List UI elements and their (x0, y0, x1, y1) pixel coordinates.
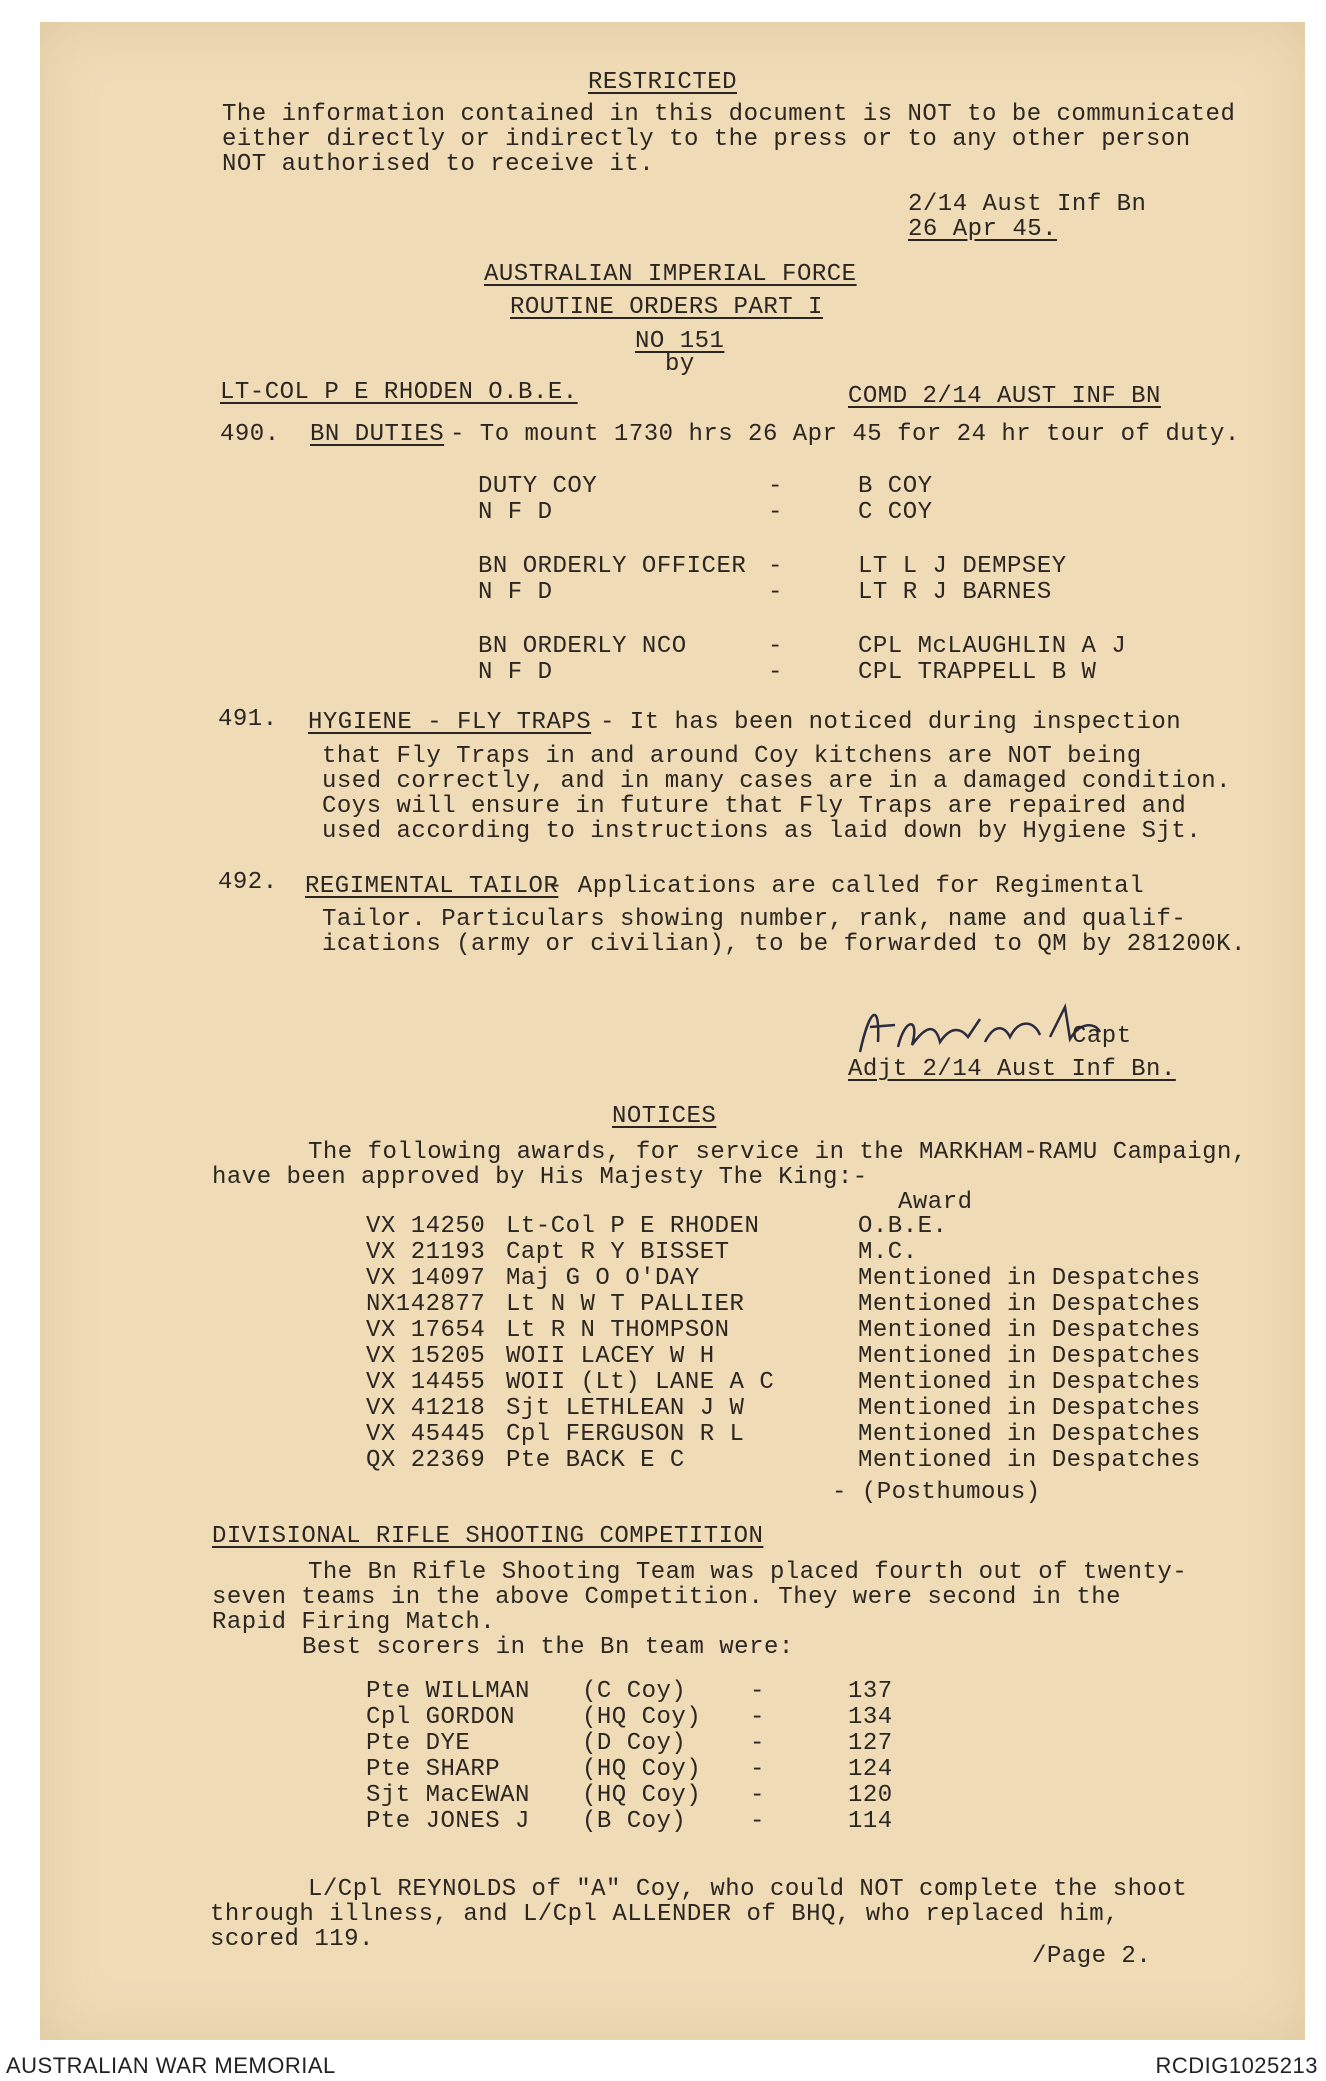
award-names-column (506, 1214, 774, 1474)
duty-name: CPL McLAUGHLIN A J (858, 633, 1127, 660)
duty-dash: - (768, 473, 783, 500)
duty-role: DUTY COY (478, 473, 598, 500)
award-recipient: Sjt LETHLEAN J W (506, 1395, 745, 1422)
award-recipient: Pte BACK E C (506, 1447, 685, 1474)
duty-role: N F D (478, 579, 553, 606)
order-491-line: - It has been noticed during inspection (600, 709, 1182, 736)
closing-line: scored 119. (210, 1926, 374, 1953)
scorer-score: 137 (848, 1678, 893, 1705)
scorer-coy: (D Coy) (582, 1730, 687, 1757)
document-page (40, 22, 1305, 2040)
scorer-coy: (B Coy) (582, 1808, 687, 1835)
scorer-dash: - (750, 1678, 765, 1705)
scorer-dash: - (750, 1808, 765, 1835)
order-490-text: - To mount 1730 hrs 26 Apr 45 for 24 hr tour of duty. (450, 421, 1240, 448)
duty-name: B COY (858, 473, 933, 500)
order-490-number: 490. (220, 421, 280, 448)
title-aif: AUSTRALIAN IMPERIAL FORCE (484, 261, 857, 288)
date-line: 26 Apr 45. (908, 216, 1058, 243)
rifle-competition-heading: DIVISIONAL RIFLE SHOOTING COMPETITION (212, 1523, 764, 1550)
award-recipient: Maj G O O'DAY (506, 1265, 700, 1292)
award-type: Mentioned in Despatches (858, 1421, 1201, 1448)
scorer-score-column (848, 1679, 893, 1835)
award-type: Mentioned in Despatches (858, 1265, 1201, 1292)
order-491-line: that Fly Traps in and around Coy kitchens are NOT being (322, 743, 1142, 770)
rifle-line: Rapid Firing Match. (212, 1609, 496, 1636)
footer-id: RCDIG1025213 (1155, 2053, 1318, 2078)
duty-role: N F D (478, 659, 553, 686)
duty-role: N F D (478, 499, 553, 526)
award-type: O.B.E. (858, 1213, 948, 1240)
award-service-number: VX 17654 (366, 1317, 486, 1344)
award-type: Mentioned in Despatches (858, 1369, 1201, 1396)
award-type: Mentioned in Despatches (858, 1395, 1201, 1422)
closing-line: through illness, and L/Cpl ALLENDER of BHQ, who replaced him, (210, 1901, 1120, 1928)
award-recipient: Lt-Col P E RHODEN (506, 1213, 760, 1240)
signatory-appointment: COMD 2/14 AUST INF BN (848, 383, 1161, 410)
scorer-dash: - (750, 1730, 765, 1757)
award-recipient: Capt R Y BISSET (506, 1239, 730, 1266)
scorer-names-column (366, 1679, 530, 1835)
order-492-number: 492. (218, 869, 278, 896)
duty-dash: - (768, 499, 783, 526)
notices-intro-line: The following awards, for service in the MARKHAM-RAMU Campaign, (308, 1139, 1247, 1166)
duty-role: BN ORDERLY NCO (478, 633, 687, 660)
order-491-line: used according to instructions as laid down by Hygiene Sjt. (322, 818, 1202, 845)
award-type-column (858, 1214, 1201, 1474)
duty-name: LT L J DEMPSEY (858, 553, 1067, 580)
scorer-name: Sjt MacEWAN (366, 1782, 530, 1809)
scorer-dash: - (750, 1756, 765, 1783)
scorer-coy: (C Coy) (582, 1678, 687, 1705)
award-service-number: VX 21193 (366, 1239, 486, 1266)
scorer-dash: - (750, 1704, 765, 1731)
award-service-number: VX 14455 (366, 1369, 486, 1396)
scorer-name: Pte DYE (366, 1730, 471, 1757)
duty-dash: - (768, 579, 783, 606)
closing-line: L/Cpl REYNOLDS of "A" Coy, who could NOT complete the shoot (308, 1876, 1188, 1903)
scorer-coy-column (582, 1679, 701, 1835)
duty-dash: - (768, 633, 783, 660)
award-service-number: VX 14250 (366, 1213, 486, 1240)
scorer-coy: (HQ Coy) (582, 1704, 702, 1731)
title-number: NO 151 (635, 328, 725, 355)
scorer-score: 124 (848, 1756, 893, 1783)
scorer-score: 134 (848, 1704, 893, 1731)
next-page-marker: /Page 2. (1032, 1943, 1152, 1970)
scorer-score: 120 (848, 1782, 893, 1809)
notices-intro-line: have been approved by His Majesty The King:- (212, 1164, 868, 1191)
duty-name: LT R J BARNES (858, 579, 1052, 606)
award-type: Mentioned in Despatches (858, 1317, 1201, 1344)
notices-heading: NOTICES (612, 1103, 717, 1130)
order-490-heading: BN DUTIES (310, 421, 445, 448)
adjutant-rank: Capt (1072, 1023, 1132, 1050)
scorer-score: 114 (848, 1808, 893, 1835)
order-491-line: Coys will ensure in future that Fly Traps are repaired and (322, 793, 1187, 820)
rifle-line: seven teams in the above Competition. They were second in the (212, 1584, 1122, 1611)
scorer-name: Pte SHARP (366, 1756, 501, 1783)
order-492-line: ications (army or civilian), to be forwarded to QM by 281200K. (322, 931, 1246, 958)
order-491-number: 491. (218, 706, 278, 733)
scorer-score: 127 (848, 1730, 893, 1757)
title-by: by (665, 351, 695, 378)
award-service-number: VX 45445 (366, 1421, 486, 1448)
award-recipient: Lt N W T PALLIER (506, 1291, 745, 1318)
scorer-name: Pte JONES J (366, 1808, 530, 1835)
duty-name: C COY (858, 499, 933, 526)
duty-role: BN ORDERLY OFFICER (478, 553, 747, 580)
award-type: M.C. (858, 1239, 918, 1266)
award-column-header: Award (898, 1189, 973, 1216)
info-line-1: The information contained in this document is NOT to be communicated (222, 101, 1236, 128)
info-line-2: either directly or indirectly to the press or to any other person (222, 126, 1191, 153)
award-service-number: NX142877 (366, 1291, 486, 1318)
order-491-heading: HYGIENE - FLY TRAPS (308, 709, 592, 736)
award-recipient: WOII LACEY W H (506, 1343, 715, 1370)
posthumous-note: - (Posthumous) (832, 1479, 1041, 1506)
award-service-number: QX 22369 (366, 1447, 486, 1474)
scorer-dash: - (750, 1782, 765, 1809)
order-492-heading: REGIMENTAL TAILOR (305, 873, 559, 900)
award-service-number: VX 41218 (366, 1395, 486, 1422)
adjutant-line: Adjt 2/14 Aust Inf Bn. (848, 1056, 1176, 1083)
duty-dash: - (768, 553, 783, 580)
footer-source: AUSTRALIAN WAR MEMORIAL (6, 2053, 336, 2078)
award-recipient: WOII (Lt) LANE A C (506, 1369, 775, 1396)
restricted-heading: RESTRICTED (588, 69, 738, 96)
scorer-coy: (HQ Coy) (582, 1756, 702, 1783)
scorer-dash-column (750, 1679, 765, 1835)
award-service-number: VX 15205 (366, 1343, 486, 1370)
award-recipient: Lt R N THOMPSON (506, 1317, 730, 1344)
award-type: Mentioned in Despatches (858, 1447, 1201, 1474)
signatory-name: LT-COL P E RHODEN O.B.E. (220, 379, 578, 406)
award-type: Mentioned in Despatches (858, 1291, 1201, 1318)
order-492-line: - Applications are called for Regimental (548, 873, 1145, 900)
info-line-3: NOT authorised to receive it. (222, 151, 655, 178)
best-scorers-intro: Best scorers in the Bn team were: (302, 1634, 794, 1661)
award-type: Mentioned in Despatches (858, 1343, 1201, 1370)
scorer-name: Pte WILLMAN (366, 1678, 530, 1705)
award-recipient: Cpl FERGUSON R L (506, 1421, 745, 1448)
scorer-name: Cpl GORDON (366, 1704, 516, 1731)
unit-line: 2/14 Aust Inf Bn (908, 191, 1147, 218)
order-492-line: Tailor. Particulars showing number, rank, name and qualif- (322, 906, 1187, 933)
duty-dash: - (768, 659, 783, 686)
title-routine-orders: ROUTINE ORDERS PART I (510, 294, 823, 321)
award-service-number: VX 14097 (366, 1265, 486, 1292)
rifle-line: The Bn Rifle Shooting Team was placed fourth out of twenty- (308, 1559, 1188, 1586)
award-numbers-column (366, 1214, 485, 1474)
duty-name: CPL TRAPPELL B W (858, 659, 1097, 686)
order-491-line: used correctly, and in many cases are in a damaged condition. (322, 768, 1232, 795)
scorer-coy: (HQ Coy) (582, 1782, 702, 1809)
